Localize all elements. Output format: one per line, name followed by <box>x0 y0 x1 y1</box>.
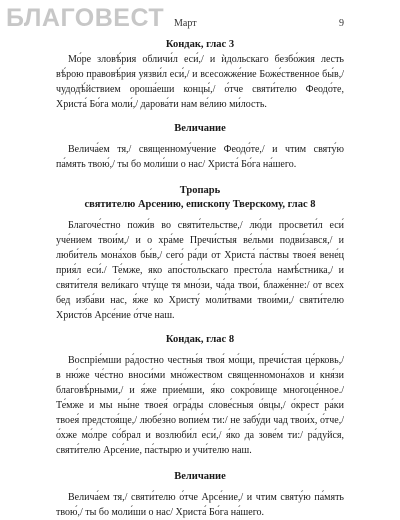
kondak-heading-1: Кондак, глас 3 <box>165 39 235 50</box>
running-header-title: Март <box>174 18 197 29</box>
tropar-text: Благоче́стно пожи́в во святи́тельстве,/ лю́ди просвети́л еси́ уче́нием твои́м,/ и о хра́ме Пречи́стыя ве́льми подви́зався,/ и люби́тель мона́хов бы́в,/ сего́ ра́ди от Христа́ па́ствы твоея́ вене́ц прия́л еси́./ Те́мже, яко апо́стольскаго престо́ла намѣ́стника,/ и святи́теля вели́каго чту́ще тя мно́зи, ча́да твои́, блаже́нне:/ от всех бед изба́ви нас, я́же ко Христу́ моли́твами твои́ми,/ святи́телю Христо́в Арсе́ние о́тче наш. <box>56 220 344 321</box>
kondak-text-2: Воспріе́мши ра́достно честны́я твоя́ мо́щи, пречи́стая це́рковь,/ в ню́же че́стно вноси́ми мно́жеством священномона́хов и кня́зи благовѣ́рными,/ и я́же прие́мши, я́ко сокро́вище многоце́нное./ Те́мже и мы ны́не твоея́ огра́ды слове́сныя о́вцы,/ о́крест ра́ки твоея́ предстоя́ще,/ любе́зно вопие́м ти:/ не забу́ди чад твои́х, о́тче,/ о́хже мо́лре со́брал и возлюби́л еси́,/ я́ко да зове́м ти:/ ра́дуйся, святи́телю Арсе́ние, па́стырю и учи́телю наш. <box>56 355 344 456</box>
velichanie-heading-2: Величание <box>174 471 226 482</box>
kondak-text-1: Мо́ре зловѣ́рия обличи́л еси́,/ и ѝдольскаго безбо́жия лесть вѣ́рою правовѣ́рия уязви́л еси́,/ и всесожже́ние Боже́ственное бы́в,/ чудодѣ́йствием ороша́еши концы́,/ о́тче святи́телю Феодо́те, Христа́ Бо́га моли́,/ дарова́ти нам ве́лию ми́лость. <box>56 54 344 110</box>
velichanie-section-2 <box>56 470 344 520</box>
kondak-section-1 <box>56 38 344 112</box>
velichanie-text-1: Велича́ем тя,/ священному́чение Феодо́те,/ и чтим святу́ю па́мять твою́,/ ты бо моли́ши о нас/ Христа́ Бо́га на́шего. <box>56 144 344 170</box>
watermark-logo: БЛАГОВЕСТ <box>6 4 165 32</box>
kondak-section-2 <box>56 333 344 458</box>
tropar-section <box>56 184 344 323</box>
velichanie-section-1 <box>56 122 344 172</box>
page-content <box>56 32 344 520</box>
kondak-heading-2: Кондак, глас 8 <box>165 334 235 345</box>
page-number: 9 <box>339 18 344 29</box>
tropar-heading: Тропарь <box>179 185 221 196</box>
running-header <box>56 18 344 29</box>
velichanie-heading-1: Величание <box>174 123 226 134</box>
tropar-subheading: святителю Арсению, епископу Тверскому, глас 8 <box>84 199 316 210</box>
velichanie-text-2: Велича́ем тя,/ святи́телю о́тче Арсе́ние,/ и чтим святу́ю па́мять твою́,/ ты бо моли́ши о нас/ Христа́ Бо́га на́шего. <box>56 492 344 518</box>
